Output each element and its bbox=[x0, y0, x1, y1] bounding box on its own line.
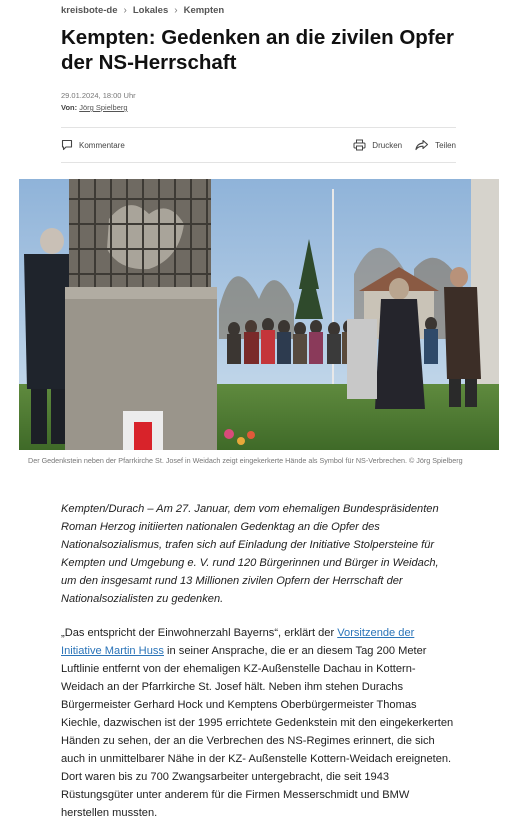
author-line bbox=[61, 103, 128, 112]
article-paragraph bbox=[61, 624, 457, 822]
print-button[interactable] bbox=[353, 139, 402, 151]
comment-icon bbox=[61, 139, 73, 151]
share-label: Teilen bbox=[435, 140, 456, 150]
printer-icon bbox=[353, 139, 366, 151]
image-caption: Der Gedenkstein neben der Pfarrkirche St. Josef in Weidach zeigt eingekerkerte Hände als Symbol für NS-Verbrechen. © Jörg Spielberg bbox=[28, 456, 463, 465]
breadcrumb-item-lokales[interactable]: Lokales bbox=[132, 5, 169, 16]
author-link[interactable]: Jörg Spielberg bbox=[79, 103, 128, 112]
chairman-link[interactable]: Vorsitzende der Initiative Martin Huss bbox=[61, 627, 415, 657]
breadcrumb-separator: › bbox=[174, 5, 178, 16]
article-photo bbox=[19, 179, 499, 450]
divider-top bbox=[61, 127, 456, 128]
page-title: Kempten: Gedenken an die zivilen Opfer der NS-Herrschaft bbox=[61, 26, 455, 74]
comments-button[interactable] bbox=[61, 139, 125, 151]
divider-bottom bbox=[61, 162, 456, 163]
paragraph-text: in seiner Ansprache, die er an diesem Tag 200 Meter Luftlinie entfernt von der ehemaligen KZ-Außenstelle Dachau in Kottern-Weidach an der Pfarrkirche St. Josef hält. Neben ihm stehen Durachs Bürgermeister Gerhard Hock und Kemptens Oberbürgermeister Thomas Kiechle, dazwischen ist der 1995 errichtete Gedenkstein mit den eingekerkerten Händen zu sehen, der an die Verbrechen des NS-Regimes erinnert, die sich auch in unmittelbarer Nähe in der KZ- Außenstelle Kottern-Weidach ereigneten. Dort waren bis zu 700 Zwangsarbeiter untergebracht, die seit 1943 Rüstungsgüter unter anderem für die Firmen Messerschmidt und BMW herstellen mussten. bbox=[61, 645, 454, 819]
article-toolbar bbox=[61, 136, 456, 154]
publish-date: 29.01.2024, 18:00 Uhr bbox=[61, 91, 136, 100]
article-paragraph-lead: Kempten/Durach – Am 27. Januar, dem vom ehemaligen Bundespräsidenten Roman Herzog initiierten nationalen Gedenktag an die Opfer des Nationalsozialismus, trafen sich auf Einladung der Initiative Stolpersteine für Kempten und Umgebung e. V. rund 120 Bürgerinnen und Bürger in Weidach, um den insgesamt rund 13 Millionen zivilen Opfern der Herrschaft der Nationalsozialisten zu gedenken. bbox=[61, 503, 439, 605]
share-button[interactable] bbox=[415, 139, 456, 151]
comments-label: Kommentare bbox=[79, 140, 125, 150]
breadcrumb-item-kempten[interactable]: Kempten bbox=[183, 5, 225, 16]
print-label: Drucken bbox=[372, 140, 403, 150]
share-icon bbox=[415, 139, 429, 151]
breadcrumb-separator: › bbox=[123, 5, 127, 16]
paragraph-text: „Das entspricht der Einwohnerzahl Bayerns“, erklärt der bbox=[61, 627, 338, 639]
author-label: Von: bbox=[61, 103, 78, 112]
breadcrumb-item-home[interactable]: kreisbote-de bbox=[61, 5, 118, 16]
breadcrumb bbox=[61, 5, 224, 16]
